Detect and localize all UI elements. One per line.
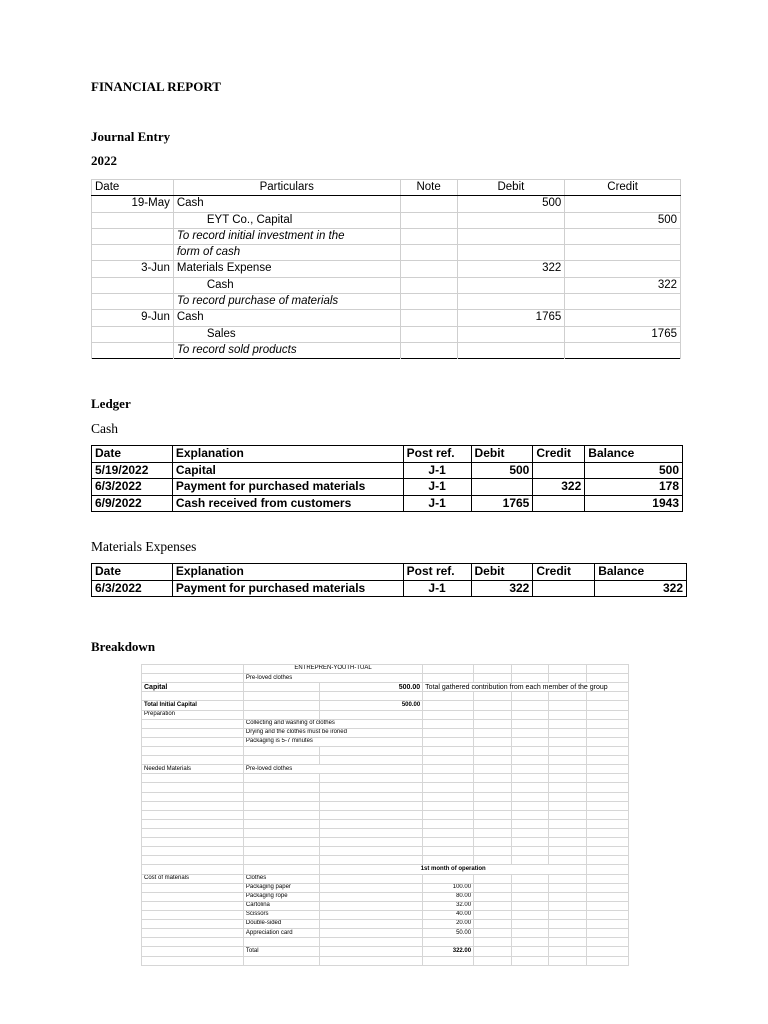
material-cost: 40.00	[423, 910, 474, 919]
table-row	[92, 261, 681, 277]
journal-date: 9-Jun	[92, 310, 174, 326]
ledger-explanation: Payment for purchased materials	[172, 479, 403, 496]
ledger-heading: Ledger	[91, 396, 131, 411]
ledger-col-debit: Debit	[471, 446, 533, 463]
material-cost: 20.00	[423, 920, 474, 929]
journal-particulars: Cash	[173, 310, 400, 326]
sheet-row	[142, 692, 629, 701]
ledger-col-debit: Debit	[471, 564, 533, 581]
table-row	[92, 326, 681, 342]
company-name: ENTREPREN-YOUTH-TUAL	[243, 665, 422, 674]
ledger-balance: 500	[585, 462, 683, 479]
preparation-step: Drying and the clothes must be ironed	[243, 728, 422, 737]
journal-particulars: To record purchase of materials	[173, 294, 400, 310]
table-row	[92, 196, 681, 212]
material-cost: 50.00	[423, 929, 474, 938]
ledger-credit: 322	[533, 479, 585, 496]
ledger-col-explanation: Explanation	[172, 446, 403, 463]
journal-debit	[457, 326, 565, 342]
journal-note	[400, 326, 457, 342]
journal-credit	[565, 261, 681, 277]
journal-note	[400, 212, 457, 228]
journal-note	[400, 261, 457, 277]
table-row	[92, 310, 681, 326]
ledger-date: 5/19/2022	[92, 462, 173, 479]
table-row	[92, 580, 687, 597]
sheet-row	[142, 874, 629, 883]
journal-debit	[457, 277, 565, 293]
materials-ledger-header-row	[92, 564, 687, 581]
journal-year: 2022	[91, 153, 117, 168]
ledger-col-explanation: Explanation	[172, 564, 403, 581]
material-name: Double-sided	[243, 920, 319, 929]
journal-date: 19-May	[92, 196, 174, 212]
journal-debit	[457, 342, 565, 358]
sheet-row	[142, 701, 629, 710]
breakdown-heading: Breakdown	[91, 639, 156, 654]
ledger-balance: 1943	[585, 495, 683, 512]
journal-particulars: Cash	[173, 277, 400, 293]
capital-value: 500.00	[320, 683, 423, 692]
sheet-row	[142, 774, 629, 783]
sheet-row	[142, 665, 629, 674]
table-row	[92, 294, 681, 310]
material-cost: 80.00	[423, 892, 474, 901]
sheet-row	[142, 792, 629, 801]
material-cost: 32.00	[423, 901, 474, 910]
total-initial-label: Total Initial Capital	[142, 701, 244, 710]
journal-credit	[565, 342, 681, 358]
sheet-row	[142, 810, 629, 819]
ledger-debit: 500	[471, 462, 533, 479]
materials-ledger-table	[91, 563, 687, 597]
sheet-row	[142, 719, 629, 728]
ledger-post-ref: J-1	[403, 495, 471, 512]
month-header: 1st month of operation	[320, 865, 587, 874]
product-name: Pre-loved clothes	[243, 674, 422, 683]
capital-note: Total gathered contribution from each member of the group	[423, 683, 629, 692]
journal-date	[92, 326, 174, 342]
sheet-row	[142, 765, 629, 774]
ledger-explanation: Capital	[172, 462, 403, 479]
ledger-col-post-ref: Post ref.	[403, 564, 471, 581]
journal-particulars: EYT Co., Capital	[173, 212, 400, 228]
ledger-credit	[533, 462, 585, 479]
ledger-col-credit: Credit	[533, 564, 595, 581]
ledger-post-ref: J-1	[403, 580, 471, 597]
sheet-row	[142, 819, 629, 828]
journal-credit	[565, 310, 681, 326]
journal-table	[91, 179, 681, 359]
table-row	[92, 342, 681, 358]
journal-debit: 500	[457, 196, 565, 212]
sheet-row	[142, 892, 629, 901]
journal-credit	[565, 245, 681, 261]
ledger-col-balance: Balance	[585, 446, 683, 463]
ledger-post-ref: J-1	[403, 462, 471, 479]
breakdown-sheet	[141, 664, 629, 966]
table-row	[92, 277, 681, 293]
ledger-explanation: Cash received from customers	[172, 495, 403, 512]
sheet-row	[142, 947, 629, 956]
needed-materials-label: Needed Materials	[142, 765, 244, 774]
journal-particulars: To record sold products	[173, 342, 400, 358]
table-row	[92, 212, 681, 228]
sheet-row	[142, 865, 629, 874]
cash-ledger-table	[91, 445, 683, 512]
ledger-debit: 1765	[471, 495, 533, 512]
sheet-row	[142, 920, 629, 929]
journal-credit	[565, 294, 681, 310]
ledger-date: 6/3/2022	[92, 580, 173, 597]
journal-date	[92, 228, 174, 244]
ledger-date: 6/9/2022	[92, 495, 173, 512]
sheet-row	[142, 838, 629, 847]
ledger-col-date: Date	[92, 446, 173, 463]
sheet-row	[142, 683, 629, 692]
ledger-balance: 178	[585, 479, 683, 496]
sheet-row	[142, 756, 629, 765]
sheet-row	[142, 856, 629, 865]
sheet-row	[142, 956, 629, 966]
sheet-row	[142, 828, 629, 837]
journal-header-row	[92, 180, 681, 196]
journal-note	[400, 310, 457, 326]
sheet-row	[142, 938, 629, 947]
journal-date	[92, 277, 174, 293]
sheet-row	[142, 929, 629, 938]
journal-note	[400, 196, 457, 212]
journal-note	[400, 294, 457, 310]
sheet-row	[142, 783, 629, 792]
journal-heading: Journal Entry	[91, 129, 171, 144]
journal-col-particulars: Particulars	[173, 180, 400, 196]
cash-ledger-header-row	[92, 446, 683, 463]
sheet-row	[142, 737, 629, 746]
journal-debit: 322	[457, 261, 565, 277]
journal-particulars: form of cash	[173, 245, 400, 261]
journal-date: 3-Jun	[92, 261, 174, 277]
journal-debit	[457, 294, 565, 310]
journal-col-date: Date	[92, 180, 174, 196]
journal-date	[92, 342, 174, 358]
sheet-row	[142, 910, 629, 919]
journal-credit: 500	[565, 212, 681, 228]
material-cost: 100.00	[423, 883, 474, 892]
journal-note	[400, 245, 457, 261]
ledger-explanation: Payment for purchased materials	[172, 580, 403, 597]
ledger-credit	[533, 495, 585, 512]
ledger-debit: 322	[471, 580, 533, 597]
journal-col-credit: Credit	[565, 180, 681, 196]
needed-materials-value: Pre-loved clothes	[243, 765, 422, 774]
table-row	[92, 495, 683, 512]
sheet-row	[142, 847, 629, 856]
capital-label: Capital	[142, 683, 244, 692]
journal-credit: 1765	[565, 326, 681, 342]
journal-particulars: Cash	[173, 196, 400, 212]
ledger-col-credit: Credit	[533, 446, 585, 463]
total-value: 322.00	[423, 947, 474, 956]
table-row	[92, 462, 683, 479]
sheet-row	[142, 674, 629, 683]
material-name: Appreciation card	[243, 929, 319, 938]
total-initial-value: 500.00	[320, 701, 423, 710]
journal-col-debit: Debit	[457, 180, 565, 196]
sheet-row	[142, 901, 629, 910]
material-name: Scissors	[243, 910, 319, 919]
ledger-date: 6/3/2022	[92, 479, 173, 496]
journal-particulars: To record initial investment in the	[173, 228, 400, 244]
ledger-balance: 322	[595, 580, 687, 597]
material-name: Cartolina	[243, 901, 319, 910]
report-title: FINANCIAL REPORT	[91, 79, 221, 94]
journal-debit: 1765	[457, 310, 565, 326]
ledger-col-post-ref: Post ref.	[403, 446, 471, 463]
journal-particulars: Materials Expense	[173, 261, 400, 277]
journal-date	[92, 245, 174, 261]
table-row	[92, 228, 681, 244]
cost-of-materials-label: Cost of materials	[142, 874, 244, 883]
ledger-col-balance: Balance	[595, 564, 687, 581]
ledger-credit	[533, 580, 595, 597]
cash-ledger-title: Cash	[91, 421, 118, 436]
sheet-row	[142, 883, 629, 892]
journal-col-note: Note	[400, 180, 457, 196]
ledger-debit	[471, 479, 533, 496]
table-row	[92, 479, 683, 496]
journal-note	[400, 342, 457, 358]
table-row	[92, 245, 681, 261]
journal-debit	[457, 245, 565, 261]
journal-credit	[565, 228, 681, 244]
preparation-step: Collecting and washing of clothes	[243, 719, 422, 728]
journal-note	[400, 228, 457, 244]
ledger-post-ref: J-1	[403, 479, 471, 496]
material-cost	[423, 874, 474, 883]
journal-date	[92, 212, 174, 228]
material-name: Packaging rope	[243, 892, 319, 901]
sheet-row	[142, 746, 629, 755]
journal-date	[92, 294, 174, 310]
sheet-row	[142, 728, 629, 737]
preparation-label: Preparation	[142, 710, 244, 719]
journal-credit: 322	[565, 277, 681, 293]
journal-particulars: Sales	[173, 326, 400, 342]
ledger-col-date: Date	[92, 564, 173, 581]
journal-note	[400, 277, 457, 293]
journal-debit	[457, 228, 565, 244]
journal-debit	[457, 212, 565, 228]
total-label: Total	[243, 947, 319, 956]
materials-ledger-title: Materials Expenses	[91, 539, 197, 554]
material-name: Clothes	[243, 874, 319, 883]
journal-credit	[565, 196, 681, 212]
sheet-row	[142, 710, 629, 719]
material-name: Packaging paper	[243, 883, 319, 892]
sheet-row	[142, 801, 629, 810]
preparation-step: Packaging is 5-7 minutes	[243, 737, 422, 746]
